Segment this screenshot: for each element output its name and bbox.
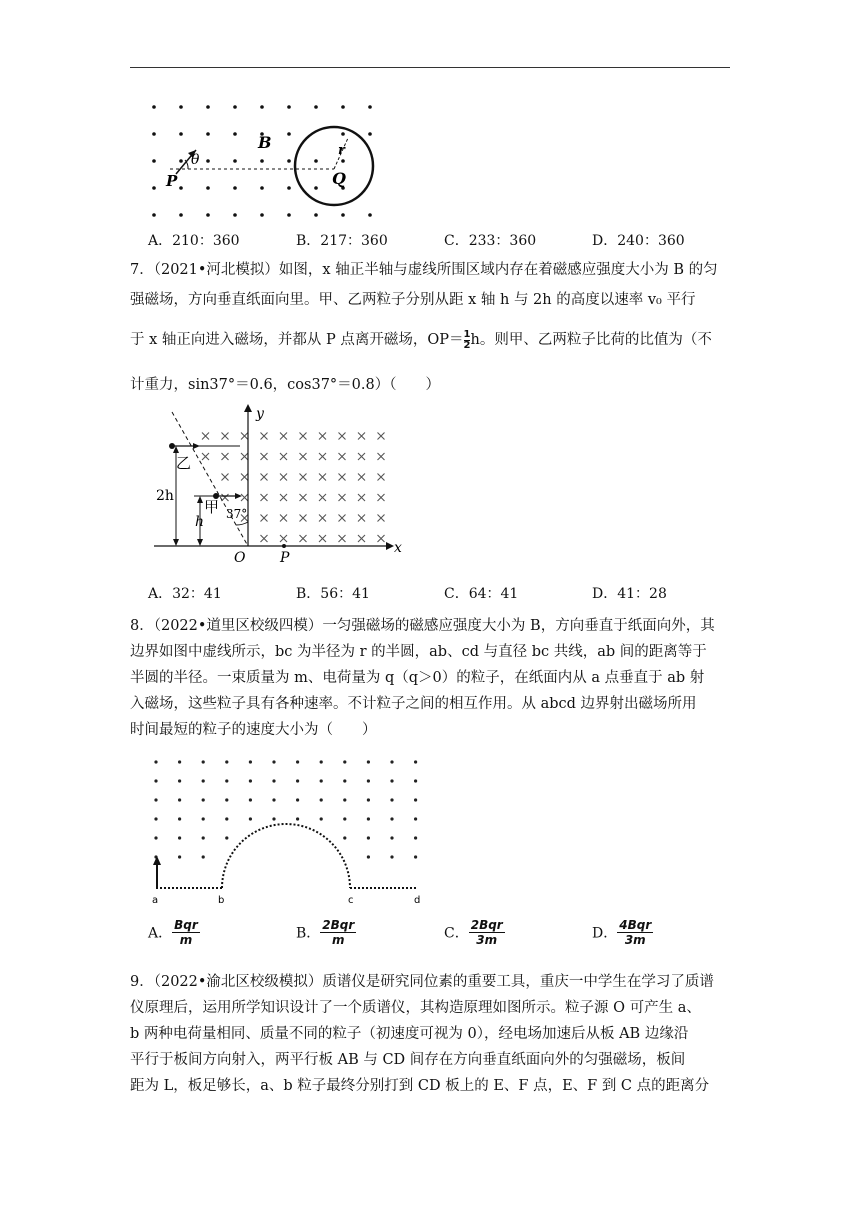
q6-option-d[interactable]: D．240：360 — [592, 233, 685, 249]
q7-h-arrow-down — [197, 539, 203, 546]
field-dot — [341, 213, 345, 217]
field-dot — [367, 855, 370, 858]
field-cross — [261, 433, 268, 440]
field-dot — [233, 213, 237, 217]
q8-line-4: 入磁场，这些粒子具有各种速率。不计粒子之间的相互作用。从 abcd 边界射出磁场所用 — [130, 696, 697, 712]
field-dot — [287, 186, 291, 190]
q8-option-a[interactable] — [148, 918, 200, 947]
q6-dot-grid — [152, 105, 372, 217]
field-dot — [414, 798, 417, 801]
q9-line-1: 9．（2022•渝北区校级模拟）质谱仪是研究同位素的重要工具，重庆一中学生在学习了质谱 — [130, 974, 714, 990]
q7-label-2h: 2h — [156, 488, 174, 504]
field-cross — [319, 515, 326, 522]
q7-label-h: h — [195, 514, 205, 530]
field-dot — [206, 213, 210, 217]
field-cross — [358, 515, 365, 522]
field-dot — [178, 798, 181, 801]
field-cross — [339, 535, 346, 542]
field-cross — [319, 474, 326, 481]
q7-y-arrow — [244, 404, 252, 412]
field-dot — [390, 760, 393, 763]
q9-line-3: b 两种电荷量相同、质量不同的粒子（初速度可视为 0），经电场加速后从板 AB 边缘沿 — [130, 1026, 689, 1042]
field-cross — [339, 453, 346, 460]
q7-2h-arrow-down — [173, 539, 179, 546]
field-cross — [339, 433, 346, 440]
field-dot — [249, 760, 252, 763]
field-dot — [202, 798, 205, 801]
field-dot — [152, 213, 156, 217]
q8-option-b-fraction — [320, 918, 356, 947]
q8-option-a-fraction — [172, 918, 200, 947]
field-dot — [152, 105, 156, 109]
q7-label-angle: 37° — [226, 507, 248, 521]
field-dot — [314, 105, 318, 109]
field-cross — [280, 453, 287, 460]
q7-label-x: x — [394, 540, 402, 556]
q7-jia-arrow — [235, 493, 242, 499]
field-dot — [233, 159, 237, 163]
field-cross — [358, 535, 365, 542]
field-dot — [343, 779, 346, 782]
field-dot — [287, 213, 291, 217]
field-dot — [249, 817, 252, 820]
q8-option-b-letter: B． — [296, 925, 321, 942]
q8-option-d-letter: D． — [592, 925, 618, 942]
field-cross — [378, 474, 385, 481]
field-dot — [272, 779, 275, 782]
q7-label-yi: 乙 — [176, 454, 192, 472]
field-dot — [341, 132, 345, 136]
q7-angle-arc — [236, 522, 248, 525]
field-cross — [378, 433, 385, 440]
field-dot — [367, 779, 370, 782]
field-cross — [222, 494, 229, 501]
field-cross — [300, 433, 307, 440]
q7-line-3-text: 于 x 轴正向进入磁场，并都从 P 点离开磁场，OP＝ — [130, 332, 464, 348]
q8-line-5: 时间最短的粒子的速度大小为（ ） — [130, 722, 377, 738]
field-dot — [178, 817, 181, 820]
q8-label-b: b — [218, 895, 225, 906]
field-dot — [272, 760, 275, 763]
q8-arrow-head — [153, 856, 161, 865]
q6-field-circle — [295, 127, 373, 205]
field-dot — [320, 779, 323, 782]
field-dot — [343, 760, 346, 763]
q7-line-3 — [130, 328, 712, 351]
field-dot — [179, 213, 183, 217]
q7-question — [130, 258, 734, 398]
q7-options — [148, 583, 738, 607]
field-dot — [202, 855, 205, 858]
field-dot — [390, 798, 393, 801]
q7-h-arrow-up — [197, 496, 203, 503]
field-cross — [241, 474, 248, 481]
field-dot — [152, 132, 156, 136]
field-cross — [280, 494, 287, 501]
q6-option-a[interactable]: A．210：360 — [148, 233, 240, 249]
field-dot — [202, 817, 205, 820]
field-dot — [367, 798, 370, 801]
field-dot — [367, 760, 370, 763]
q7-x-arrow — [386, 542, 394, 550]
field-cross — [261, 515, 268, 522]
field-cross — [319, 433, 326, 440]
field-dot — [225, 779, 228, 782]
q7-label-y: y — [256, 406, 264, 422]
field-dot — [249, 779, 252, 782]
q7-label-jia: 甲 — [204, 498, 220, 516]
field-cross — [280, 535, 287, 542]
field-dot — [179, 186, 183, 190]
q6-label-theta: θ — [191, 152, 200, 168]
q8-option-d-num: 4Bqr — [619, 918, 652, 932]
q8-option-a-den: m — [179, 933, 193, 947]
field-dot — [233, 105, 237, 109]
field-dot — [368, 105, 372, 109]
field-dot — [178, 836, 181, 839]
q8-option-c-fraction — [469, 918, 505, 947]
field-dot — [206, 186, 210, 190]
q8-figure — [148, 752, 424, 906]
field-cross — [319, 535, 326, 542]
q8-option-d[interactable] — [592, 918, 653, 947]
q7-option-c[interactable]: C．64：41 — [444, 586, 519, 602]
q8-label-d: d — [414, 895, 421, 906]
field-dot — [260, 186, 264, 190]
q7-yi-arrow — [193, 443, 200, 449]
field-dot — [367, 817, 370, 820]
field-cross — [300, 494, 307, 501]
field-dot — [178, 855, 181, 858]
field-dot — [296, 779, 299, 782]
header-rule — [130, 67, 730, 68]
q7-half-num: 1 — [463, 328, 471, 340]
field-cross — [202, 433, 209, 440]
field-cross — [339, 494, 346, 501]
field-dot — [320, 760, 323, 763]
q6-label-Q: Q — [332, 169, 346, 188]
field-dot — [272, 817, 275, 820]
q8-option-d-den: 3m — [624, 933, 646, 947]
field-cross — [300, 474, 307, 481]
field-dot — [341, 159, 345, 163]
field-dot — [260, 213, 264, 217]
field-dot — [225, 836, 228, 839]
field-dot — [320, 817, 323, 820]
field-cross — [241, 433, 248, 440]
field-dot — [233, 186, 237, 190]
field-cross — [339, 474, 346, 481]
field-cross — [339, 515, 346, 522]
field-dot — [341, 105, 345, 109]
field-cross — [319, 453, 326, 460]
field-dot — [287, 132, 291, 136]
field-dot — [202, 760, 205, 763]
field-cross — [241, 453, 248, 460]
field-dot — [260, 105, 264, 109]
field-cross — [261, 494, 268, 501]
field-dot — [320, 798, 323, 801]
q8-option-c-num: 2Bqr — [470, 918, 503, 932]
field-dot — [414, 836, 417, 839]
q8-options — [148, 918, 738, 958]
field-cross — [378, 494, 385, 501]
field-dot — [249, 798, 252, 801]
q8-dot-grid — [154, 760, 417, 858]
q8-option-a-letter: A． — [148, 925, 173, 942]
field-dot — [367, 836, 370, 839]
field-dot — [414, 855, 417, 858]
q7-label-P: P — [280, 550, 290, 564]
q8-option-b[interactable] — [296, 918, 356, 947]
q6-label-P: P — [166, 172, 178, 190]
field-cross — [300, 453, 307, 460]
q7-line-1: 7．（2021•河北模拟）如图，x 轴正半轴与虚线所围区域内存在着磁感应强度大小为 B 的匀 — [130, 262, 718, 278]
field-dot — [154, 836, 157, 839]
q7-option-d[interactable]: D．41：28 — [592, 586, 667, 602]
q8-boundary-semicircle — [222, 824, 350, 888]
field-dot — [314, 213, 318, 217]
field-dot — [178, 760, 181, 763]
field-cross — [202, 453, 209, 460]
field-dot — [368, 132, 372, 136]
field-cross — [378, 515, 385, 522]
q6-label-B: B — [258, 133, 272, 152]
q6-angle-arc — [185, 160, 188, 169]
field-cross — [261, 474, 268, 481]
field-dot — [154, 798, 157, 801]
field-dot — [368, 213, 372, 217]
field-dot — [272, 798, 275, 801]
field-dot — [152, 186, 156, 190]
field-cross — [358, 453, 365, 460]
q9-line-2: 仪原理后，运用所学知识设计了一个质谱仪，其构造原理如图所示。粒子源 O 可产生 a、 — [130, 1000, 701, 1016]
q8-option-c-den: 3m — [476, 933, 498, 947]
field-cross — [222, 474, 229, 481]
field-cross — [280, 433, 287, 440]
q8-option-c[interactable] — [444, 918, 505, 947]
field-cross — [300, 535, 307, 542]
q6-label-r: r — [338, 143, 345, 158]
q7-dashed-boundary — [172, 412, 248, 546]
field-dot — [202, 836, 205, 839]
field-dot — [260, 159, 264, 163]
q9-line-5: 距为 L，板足够长，a、b 粒子最终分别打到 CD 板上的 E、F 点，E、F 到 C 点的距离分 — [130, 1078, 710, 1094]
q8-label-a: a — [152, 895, 159, 906]
field-cross — [378, 535, 385, 542]
q9-question — [130, 970, 734, 1110]
q8-line-3: 半圆的半径。一束质量为 m、电荷量为 q（q＞0）的粒子，在纸面内从 a 点垂直于 ab 射 — [130, 670, 705, 686]
q7-option-a[interactable]: A．32：41 — [148, 586, 222, 602]
field-dot — [390, 836, 393, 839]
field-dot — [178, 779, 181, 782]
q7-label-O: O — [234, 550, 246, 564]
field-dot — [390, 855, 393, 858]
field-cross — [261, 453, 268, 460]
field-dot — [314, 159, 318, 163]
field-cross — [358, 474, 365, 481]
field-dot — [154, 779, 157, 782]
field-cross — [280, 474, 287, 481]
q8-option-b-den: m — [332, 933, 345, 947]
field-cross — [241, 494, 248, 501]
q7-half-den: 2 — [463, 339, 471, 351]
field-dot — [179, 159, 183, 163]
q8-option-c-letter: C． — [444, 925, 469, 942]
field-dot — [390, 817, 393, 820]
field-cross — [319, 494, 326, 501]
q7-point-P — [282, 544, 286, 548]
field-cross — [358, 433, 365, 440]
field-cross — [378, 453, 385, 460]
field-dot — [179, 132, 183, 136]
field-dot — [233, 132, 237, 136]
field-dot — [179, 105, 183, 109]
field-dot — [414, 779, 417, 782]
q7-option-b[interactable]: B．56：41 — [296, 586, 370, 602]
field-dot — [225, 798, 228, 801]
field-dot — [154, 760, 157, 763]
q8-option-a-num: Bqr — [174, 918, 198, 932]
q6-options — [148, 230, 738, 254]
q7-cross-grid — [202, 433, 385, 543]
field-dot — [296, 817, 299, 820]
field-dot — [314, 186, 318, 190]
field-dot — [343, 798, 346, 801]
q8-question — [130, 614, 734, 754]
field-dot — [343, 817, 346, 820]
q7-line-2: 强磁场，方向垂直纸面向里。甲、乙两粒子分别从距 x 轴 h 与 2h 的高度以速率 v₀ 平行 — [130, 292, 696, 308]
field-cross — [300, 515, 307, 522]
field-dot — [343, 836, 346, 839]
field-dot — [287, 105, 291, 109]
field-cross — [358, 494, 365, 501]
field-dot — [206, 132, 210, 136]
field-cross — [261, 535, 268, 542]
field-dot — [296, 798, 299, 801]
q7-line-4: 计重力，sin37°＝0.6，cos37°＝0.8）（ ） — [130, 377, 440, 393]
field-dot — [414, 817, 417, 820]
q9-line-4: 平行于板间方向射入，两平行板 AB 与 CD 间存在方向垂直纸面向外的匀强磁场，板间 — [130, 1052, 686, 1068]
field-cross — [222, 433, 229, 440]
field-dot — [152, 159, 156, 163]
field-dot — [206, 105, 210, 109]
q6-option-c[interactable]: C．233：360 — [444, 233, 537, 249]
q8-option-d-fraction — [617, 918, 653, 947]
q8-line-2: 边界如图中虚线所示，bc 为半径为 r 的半圆，ab、cd 与直径 bc 共线，ab 间的距离等于 — [130, 644, 707, 660]
field-dot — [287, 159, 291, 163]
q8-label-c: c — [348, 895, 354, 906]
q6-option-b[interactable]: B．217：360 — [296, 233, 388, 249]
q8-line-1: 8．（2022•道里区校级四模）一匀强磁场的磁感应强度大小为 B，方向垂直于纸面向外，其 — [130, 618, 715, 634]
field-dot — [414, 760, 417, 763]
field-dot — [154, 817, 157, 820]
field-dot — [225, 817, 228, 820]
field-dot — [225, 760, 228, 763]
field-dot — [206, 159, 210, 163]
field-cross — [280, 515, 287, 522]
q7-line-3-text-b: h。则甲、乙两粒子比荷的比值为（不 — [470, 332, 712, 348]
q6-figure — [148, 98, 388, 222]
field-cross — [222, 453, 229, 460]
field-dot — [390, 779, 393, 782]
q8-option-b-num: 2Bqr — [322, 918, 355, 932]
q7-figure — [150, 402, 410, 564]
field-dot — [296, 760, 299, 763]
field-dot — [202, 779, 205, 782]
